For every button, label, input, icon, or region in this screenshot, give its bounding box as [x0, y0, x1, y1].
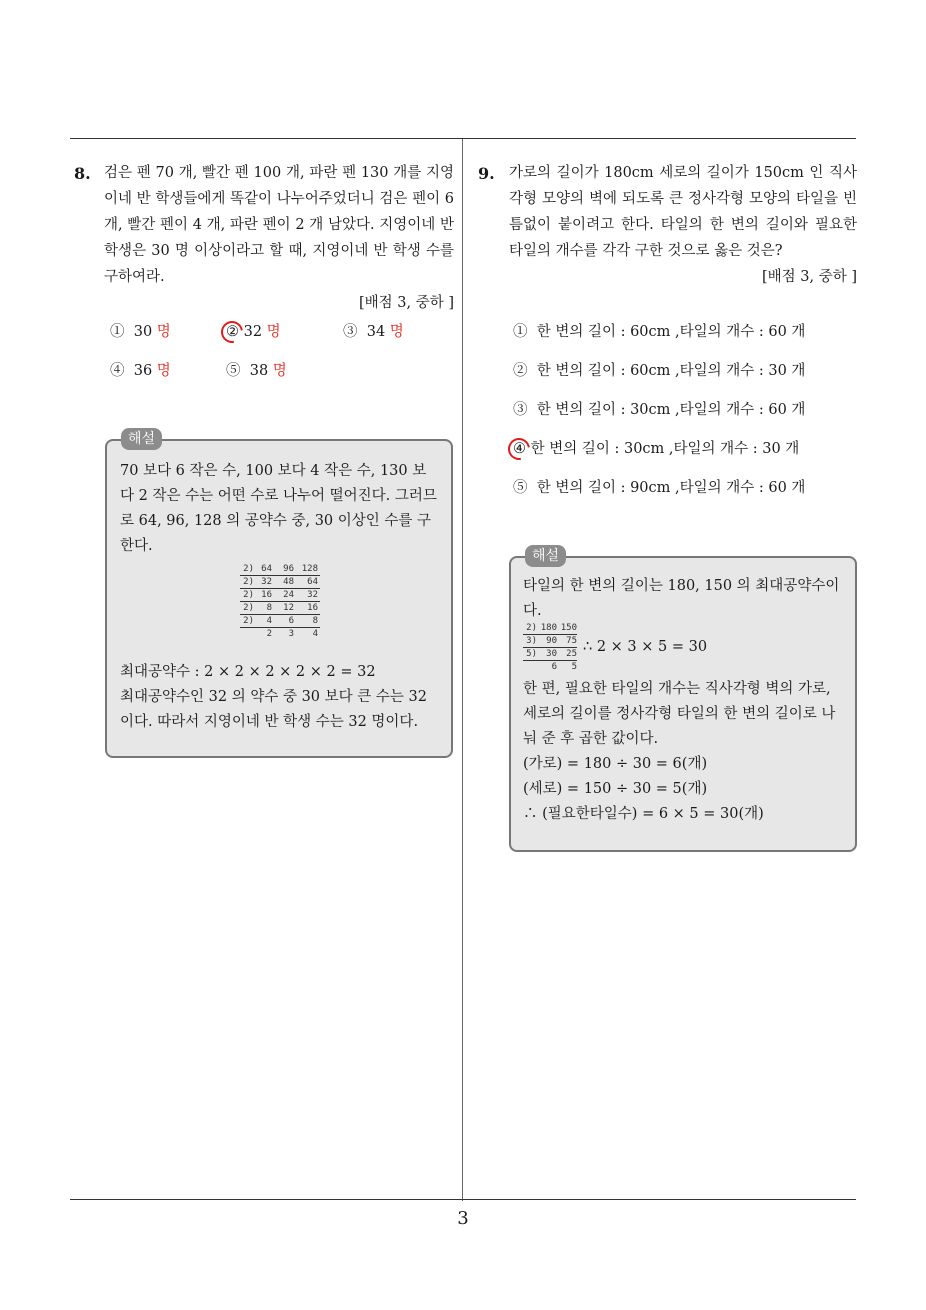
q9-choice-4[interactable] — [513, 437, 799, 458]
choice-unit: 명 — [266, 324, 281, 340]
choice-mark: ⑤ — [226, 363, 241, 379]
ladder-row: 2 3 4 — [266, 629, 318, 639]
choice-number: 36 — [133, 363, 153, 379]
choice-number: 34 — [366, 324, 386, 340]
page-number: 3 — [457, 1208, 469, 1229]
solution-tag: 해설 — [525, 545, 566, 567]
solution-line-1: 타일의 한 변의 길이는 180, 150 의 최대공약수이다. — [523, 578, 840, 619]
ladder-row: 3) 90 75 — [523, 635, 577, 648]
ladder-row: 2) 8 12 16 — [240, 602, 320, 615]
q9-solution-box — [509, 548, 857, 852]
ladder-row: 2) 32 48 64 — [240, 576, 320, 589]
choice-unit: 명 — [156, 363, 171, 379]
choice-mark: ④ — [513, 441, 526, 457]
q9-choice-3[interactable] — [513, 398, 805, 419]
gcd-ladder — [523, 622, 577, 673]
choice-unit: 명 — [389, 324, 404, 340]
choice-mark: ② — [226, 324, 239, 340]
choice-number: 30 — [133, 324, 153, 340]
solution-line-2: 최대공약수 : 2 × 2 × 2 × 2 × 2 = 32 — [120, 664, 376, 680]
q8-choice-1[interactable] — [110, 320, 171, 341]
top-rule — [70, 138, 856, 139]
gcd-ladder — [240, 563, 320, 640]
q9-choice-1[interactable] — [513, 320, 805, 341]
question-9-text — [509, 160, 857, 290]
choice-mark: ② — [513, 363, 528, 379]
q8-choice-4[interactable] — [110, 359, 171, 380]
choice-text: 한 변의 길이 : 60cm ,타일의 개수 : 60 개 — [536, 324, 806, 340]
ladder-row: 6 5 — [551, 662, 577, 672]
solution-line-3: 최대공약수인 32 의 약수 중 30 보다 큰 수는 32 이다. 따라서 지영이네 반 학생 수는 32 명이다. — [120, 689, 427, 730]
answer-circle-mark — [513, 441, 526, 457]
solution-line-4: (세로) = 150 ÷ 30 = 5(개) — [523, 781, 708, 797]
question-8-text — [104, 160, 454, 316]
column-divider — [462, 139, 463, 1201]
choice-mark: ⑤ — [513, 480, 528, 496]
q8-choice-5[interactable] — [226, 359, 287, 380]
choice-mark: ① — [513, 324, 528, 340]
solution-line-2: 한 편, 필요한 타일의 개수는 직사각형 벽의 가로, 세로의 길이를 정사각형 타일의 한 변의 길이로 나눠 준 후 곱한 값이다. — [523, 681, 836, 747]
bottom-rule — [70, 1199, 856, 1200]
solution-line-5: ∴ (필요한타일수) = 6 × 5 = 30(개) — [523, 806, 764, 822]
choice-text: 한 변의 길이 : 30cm ,타일의 개수 : 30 개 — [530, 441, 800, 457]
question-8-score: [배점 3, 중하 ] — [358, 295, 454, 311]
choice-mark: ④ — [110, 363, 125, 379]
question-9-number: 9. — [478, 164, 495, 183]
ladder-row: 2) 180 150 — [523, 622, 577, 635]
solution-line-1: 70 보다 6 작은 수, 100 보다 4 작은 수, 130 보다 2 작은 수는 어떤 수로 나누어 떨어진다. 그러므로 64, 96, 128 의 공약수 중, 30 이상인 수를 구한다. — [120, 463, 437, 554]
choice-text: 한 변의 길이 : 90cm ,타일의 개수 : 60 개 — [536, 480, 806, 496]
gcd-result: ∴ 2 × 3 × 5 = 30 — [583, 639, 708, 655]
choice-number: 32 — [243, 324, 263, 340]
solution-tag: 해설 — [121, 428, 162, 450]
question-8-number: 8. — [74, 164, 91, 183]
red-circle-icon — [217, 317, 248, 348]
choice-text: 한 변의 길이 : 60cm ,타일의 개수 : 30 개 — [536, 363, 806, 379]
ladder-row: 2) 4 6 8 — [240, 615, 320, 628]
gcd-calc — [523, 622, 843, 673]
question-8-body: 검은 펜 70 개, 빨간 펜 100 개, 파란 펜 130 개를 지영이네 반 학생들에게 똑같이 나누어주었더니 검은 펜이 6 개, 빨간 펜이 4 개, 파란 펜이 2 개 남았다. 지영이네 반 학생은 30 명 이상이라고 할 때, 지영이네 반 학생 수를 구하여라. — [104, 165, 454, 285]
choice-unit: 명 — [156, 324, 171, 340]
red-circle-icon — [504, 434, 535, 465]
ladder-row: 2) 16 24 32 — [240, 589, 320, 602]
choice-unit: 명 — [272, 363, 287, 379]
question-9-body: 가로의 길이가 180cm 세로의 길이가 150cm 인 직사각형 모양의 벽에 되도록 큰 정사각형 모양의 타일을 빈틈없이 붙이려고 한다. 타일의 한 변의 길이와 필요한 타일의 개수를 각각 구한 것으로 옳은 것은? — [509, 165, 857, 259]
q9-choice-2[interactable] — [513, 359, 805, 380]
ladder-row: 2) 64 96 128 — [240, 563, 320, 576]
q8-choice-2[interactable] — [226, 320, 281, 341]
choice-mark: ① — [110, 324, 125, 340]
choice-mark: ③ — [513, 402, 528, 418]
answer-circle-mark — [226, 324, 239, 340]
q8-choice-3[interactable] — [343, 320, 404, 341]
q8-solution-box — [105, 431, 453, 758]
choice-number: 38 — [249, 363, 269, 379]
question-9-score: [배점 3, 중하 ] — [761, 269, 857, 285]
q9-choice-5[interactable] — [513, 476, 805, 497]
ladder-row: 5) 30 25 — [523, 648, 577, 661]
solution-line-3: (가로) = 180 ÷ 30 = 6(개) — [523, 756, 708, 772]
choice-mark: ③ — [343, 324, 358, 340]
choice-text: 한 변의 길이 : 30cm ,타일의 개수 : 60 개 — [536, 402, 806, 418]
